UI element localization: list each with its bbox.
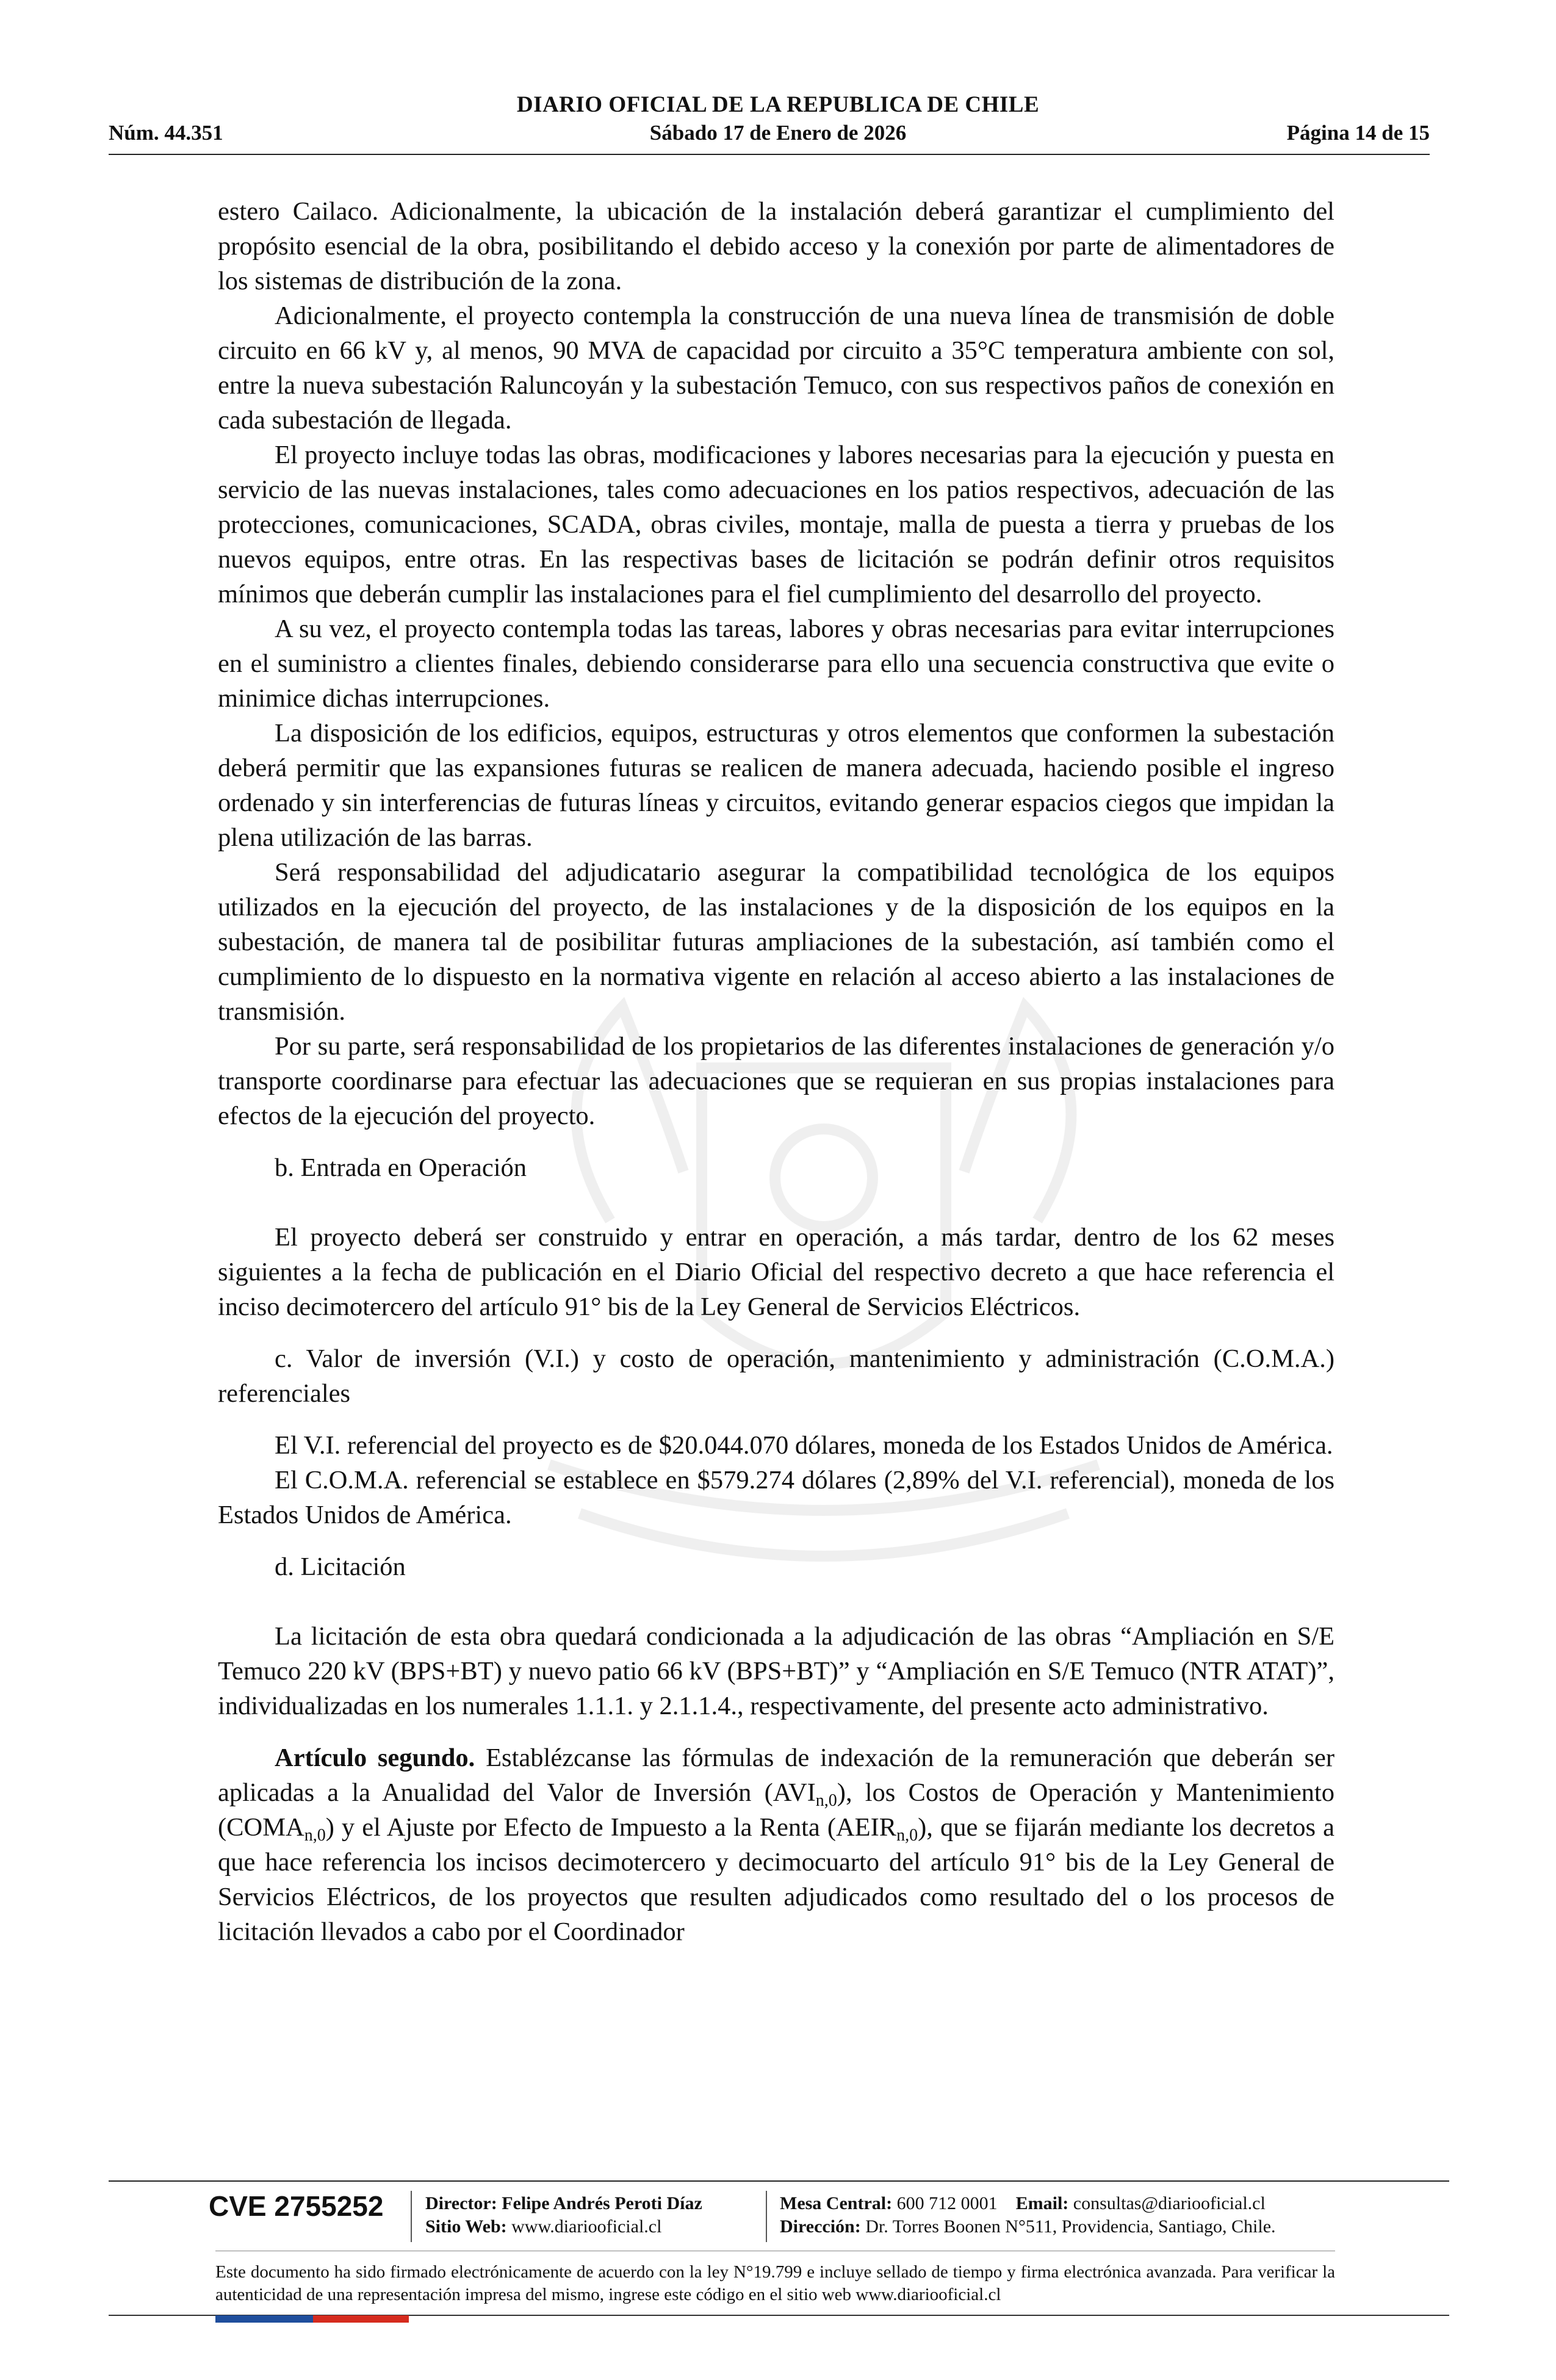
paragraph: estero Cailaco. Adicionalmente, la ubicación de la instalación deberá garantizar el cumplimiento del propósito esencial de la obra, posibilitando el debido acceso y la conexión por parte de alimentadores de los sistemas de distribución de la zona. xyxy=(218,197,1334,295)
article-two-paragraph: Artículo segundo. Establézcanse las fórmulas de indexación de la remuneración que deberán ser aplicadas a la Anualidad del Valor de Inversión $(AVI_{n,0})$, los Costos de Operación y Mantenimiento $(COMA_{n,0})$ y el Ajuste por Efecto de Impuesto a la Renta $(AEIR_{n,0})$, que se fijarán mediante los decretos a que hace referencia los incisos decimotercero y decimocuarto del artículo 91° bis de la Ley General de Servicios Eléctricos, de los proyectos que resulten adjudicados como resultado del o los procesos de licitación llevados a cabo por el Coordinador xyxy=(218,1744,1335,1946)
section-heading-d: d. Licitación xyxy=(275,1552,406,1581)
phone-number: 600 712 0001 xyxy=(896,2193,998,2213)
paragraph: La disposición de los edificios, equipos, estructuras y otros elementos que conformen la subestación deberá permitir que las expansiones futuras se realicen de manera adecuada, haciendo posible el ingreso ordenado y sin interferencias de futuras líneas y circuitos, evitando generar espacios ciegos que impidan la plena utilización de las barras. xyxy=(218,719,1334,852)
footer-director-block: Director: Felipe Andrés Peroti Díaz Sitio Web: www.diariooficial.cl xyxy=(425,2193,702,2237)
paragraph: El proyecto incluye todas las obras, modificaciones y labores necesarias para la ejecución y puesta en servicio de las nuevas instalaciones, tales como adecuaciones en los patios respectivos, adecuación de las protecciones, comunicaciones, SCADA, obras civiles, montaje, malla de puesta a tierra y pruebas de los nuevos equipos, entre otras. En las respectivas bases de licitación se podrán definir otros requisitos mínimos que deberán cumplir las instalaciones para el fiel cumplimiento del desarrollo del proyecto. xyxy=(218,441,1334,608)
director-name: Felipe Andrés Peroti Díaz xyxy=(502,2193,702,2213)
website-link[interactable]: www.diariooficial.cl xyxy=(511,2216,662,2237)
document-body xyxy=(218,194,1334,1949)
signature-disclaimer: Este documento ha sido firmado electrónicamente de acuerdo con la ley N°19.799 e incluye sellado de tiempo y firma electrónica avanzada. Para verificar la autenticidad de una representación impresa del mismo, ingrese este código en el sitio web www.diariooficial.cl xyxy=(215,2262,1335,2304)
page-indicator: Página 14 de 15 xyxy=(1286,121,1430,145)
paragraph: Será responsabilidad del adjudicatario asegurar la compatibilidad tecnológica de los equipos utilizados en la ejecución del proyecto, de las instalaciones y de la disposición de los equipos en la subestación, de manera tal de posibilitar futuras ampliaciones de la subestación, así también como el cumplimiento de lo dispuesto en la normativa vigente en relación al acceso abierto a las instalaciones de transmisión. xyxy=(218,858,1334,1026)
paragraph: El V.I. referencial del proyecto es de $20.044.070 dólares, moneda de los Estados Unidos de América. xyxy=(275,1431,1333,1460)
footer-contact-block: Mesa Central: 600 712 0001 Email: consultas@diariooficial.cl Dirección: Dr. Torres Boonen N°511, Providencia, Santiago, Chile. xyxy=(780,2193,1276,2237)
issue-date: Sábado 17 de Enero de 2026 xyxy=(649,121,907,145)
paragraph: A su vez, el proyecto contempla todas las tareas, labores y obras necesarias para evitar interrupciones en el suministro a clientes finales, debiendo considerarse para ello una secuencia constructiva que evite o minimice dichas interrupciones. xyxy=(218,615,1334,713)
footer-separator xyxy=(411,2191,412,2242)
footer-separator xyxy=(766,2191,767,2242)
footer-divider xyxy=(109,2180,1449,2182)
cve-code: CVE 2755252 xyxy=(209,2190,384,2222)
address: Dr. Torres Boonen N°511, Providencia, Santiago, Chile. xyxy=(865,2216,1276,2237)
paragraph: Por su parte, será responsabilidad de los propietarios de las diferentes instalaciones de generación y/o transporte coordinarse para efectuar las adecuaciones que se requieran en sus propias instalaciones para efectos de la ejecución del proyecto. xyxy=(218,1032,1334,1130)
paragraph: La licitación de esta obra quedará condicionada a la adjudicación de las obras “Ampliación en S/E Temuco 220 kV (BPS+BT) y nuevo patio 66 kV (BPS+BT)” y “Ampliación en S/E Temuco (NTR ATAT)”, individualizadas en los numerales 1.1.1. y 2.1.1.4., respectivamente, del presente acto administrativo. xyxy=(218,1622,1334,1720)
issue-number: Núm. 44.351 xyxy=(109,121,223,145)
flag-stripe-blue xyxy=(215,2315,313,2323)
header-divider xyxy=(109,154,1430,155)
newspaper-title: DIARIO OFICIAL DE LA REPUBLICA DE CHILE xyxy=(516,92,1040,117)
paragraph: El C.O.M.A. referencial se establece en $579.274 dólares (2,89% del V.I. referencial), moneda de los Estados Unidos de América. xyxy=(218,1466,1334,1529)
article-heading: Artículo segundo. xyxy=(275,1744,475,1772)
paragraph: El proyecto deberá ser construido y entrar en operación, a más tardar, dentro de los 62 meses siguientes a la fecha de publicación en el Diario Oficial del respectivo decreto a que hace referencia el inciso decimotercero del artículo 91° bis de la Ley General de Servicios Eléctricos. xyxy=(218,1223,1334,1321)
section-heading-c: c. Valor de inversión (V.I.) y costo de operación, mantenimiento y administración (C.O.M.A.) referenciales xyxy=(218,1344,1334,1408)
section-heading-b: b. Entrada en Operación xyxy=(275,1153,527,1182)
paragraph: Adicionalmente, el proyecto contempla la construcción de una nueva línea de transmisión de doble circuito en 66 kV y, al menos, 90 MVA de capacidad por circuito a 35°C temperatura ambiente con sol, entre la nueva subestación Raluncoyán y la subestación Temuco, con sus respectivos paños de conexión en cada subestación de llegada. xyxy=(218,301,1334,435)
email-link[interactable]: consultas@diariooficial.cl xyxy=(1073,2193,1266,2213)
flag-stripe-red xyxy=(313,2315,409,2323)
